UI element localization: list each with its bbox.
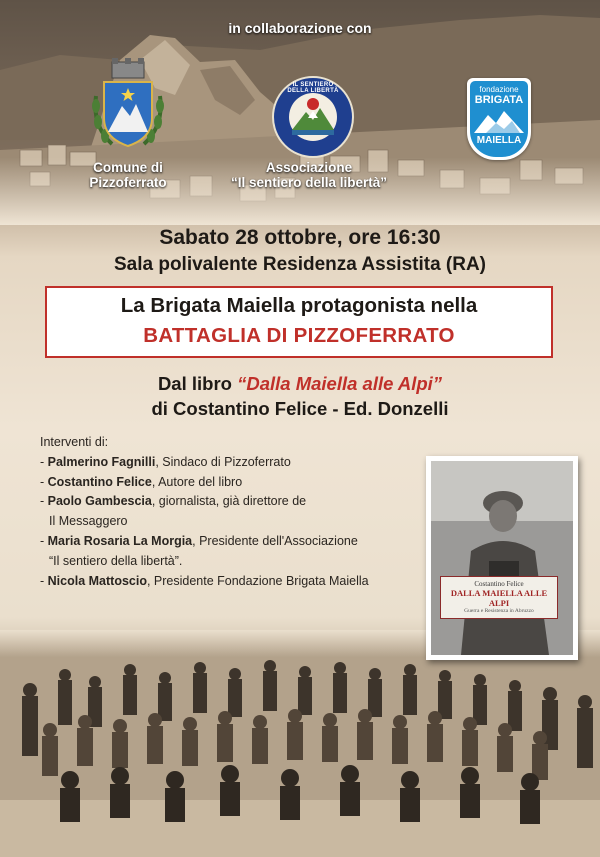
speaker-name: Palmerino Fagnilli (47, 454, 156, 469)
fondazione-line1: fondazione (479, 85, 519, 94)
speaker-role: , Sindaco di Pizzoferrato (155, 454, 291, 469)
speaker-name: Nicola Mattoscio (47, 573, 147, 588)
book-cover-author: Costantino Felice (474, 580, 524, 588)
book-cover-label (440, 576, 558, 619)
comune-caption-line2: Pizzoferrato (89, 175, 167, 190)
soldier-photo (431, 461, 573, 655)
speaker-role-continued: Il Messaggero (49, 514, 128, 529)
speaker-name: Costantino Felice (47, 474, 152, 489)
book-cover-subtitle: Guerra e Resistenza in Abruzzo (464, 608, 534, 614)
fondazione-line2: BRIGATA (474, 94, 524, 106)
brigade-group-photo (0, 630, 600, 857)
comune-caption-line1: Comune di (93, 160, 163, 175)
speaker-item: - Nicola Mattoscio, Presidente Fondazione Brigata Maiella (40, 573, 369, 588)
title-line2: BATTAGLIA DI PIZZOFERRATO (143, 324, 455, 347)
speaker-role: , Presidente Fondazione Brigata Maiella (146, 573, 369, 588)
fondazione-line3: MAIELLA (476, 135, 522, 146)
book-reference (0, 373, 600, 395)
speakers-list (40, 433, 430, 591)
book-author-line: di Costantino Felice - Ed. Donzelli (151, 398, 449, 419)
book-cover-title: DALLA MAIELLA ALLE ALPI (450, 588, 548, 608)
book-title: “Dalla Maiella alle Alpi” (237, 373, 443, 394)
fondazione-logo (467, 78, 531, 160)
associazione-ring-text: IL SENTIERO DELLA LIBERTÀ (287, 82, 339, 94)
mountain-icon (474, 109, 524, 133)
speaker-role-continued: “Il sentiero della libertà”. (49, 553, 183, 568)
speaker-name: Maria Rosaria La Morgia (47, 533, 193, 548)
book-prefix: Dal libro (157, 373, 238, 394)
comune-crest-icon (88, 56, 168, 156)
associazione-caption-line2: “Il sentiero della libertà” (230, 175, 388, 190)
associazione-caption (214, 160, 404, 190)
event-date-time: Sabato 28 ottobre, ore 16:30 (159, 226, 441, 249)
speaker-item: - Maria Rosaria La Morgia, Presidente dell'Associazione (40, 533, 358, 548)
speaker-role: , Autore del libro (151, 474, 243, 489)
speaker-item: - Paolo Gambescia, giornalista, già direttore de (40, 494, 307, 509)
event-venue: Sala polivalente Residenza Assistita (RA) (113, 254, 487, 275)
speaker-item: - Palmerino Fagnilli, Sindaco di Pizzoferrato (40, 454, 291, 469)
speaker-name: Paolo Gambescia (47, 494, 152, 509)
associazione-caption-line1: Associazione (265, 160, 353, 175)
collaboration-label: in collaborazione con (228, 20, 372, 36)
speakers-heading: Interventi di: (40, 435, 109, 449)
speaker-role: , Presidente dell'Associazione (192, 533, 358, 548)
speaker-item: - Costantino Felice, Autore del libro (40, 474, 243, 489)
comune-caption (68, 160, 188, 190)
associazione-logo (272, 76, 354, 158)
book-cover-image (426, 456, 578, 660)
title-box (45, 286, 553, 358)
speaker-role: , giornalista, già direttore de (151, 494, 307, 509)
title-line1: La Brigata Maiella protagonista nella (120, 294, 478, 317)
